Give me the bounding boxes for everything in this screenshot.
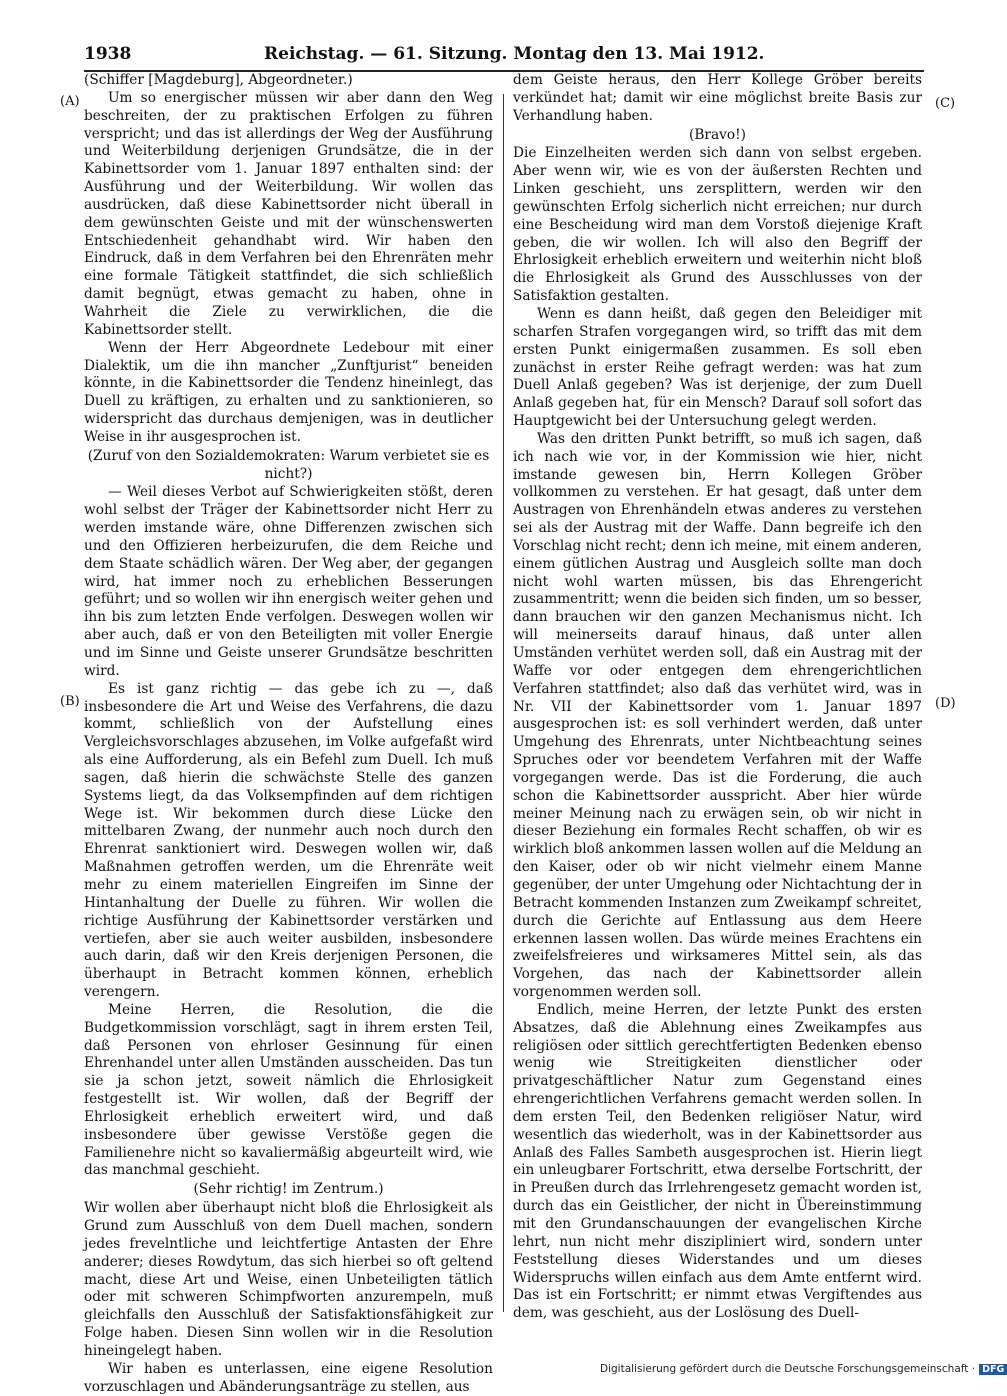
paragraph: Wir haben es unterlassen, eine eigene Resolution vorzuschlagen und Abänderungsanträge zu stellen, aus [84,1360,493,1395]
interjection: (Sehr richtig! im Zentrum.) [193,1181,384,1198]
speaker-line: (Schiffer [Magdeburg], Abgeordneter.) [84,72,353,88]
paragraph: Wir wollen aber überhaupt nicht bloß die Ehrlosigkeit als Grund zum Ausschluß von dem Duell machen, sondern jedes frevelntliche und leichtfertige Antasten der Ehre anderer; dieses Rowdytum, das sich hierbei so oft geltend macht, diese Art und Weise, einen Unbeteiligten tätlich oder mit schweren Schimpfworten anzurempeln, muß gleichfalls den Ausschluß der Satisfaktionsfähigkeit zur Folge haben. Diesen Sinn wollen wir in die Resolution hineingelegt haben. [84,1200,493,1359]
page-header [84,44,924,68]
interjection: (Zuruf von den Sozialdemokraten: Warum verbietet sie es nicht?) [87,447,490,482]
margin-letter-b: (B) [60,694,80,709]
paragraph: Endlich, meine Herren, der letzte Punkt des ersten Absatzes, daß die Ablehnung eines Zweikampfes aus religiösen oder sittlich gerechtfertigten Bedenken ebenso wenig wie Streitigkeiten dienstlicher oder privatgeschäftlicher Natur zum Gegenstand eines ehrengerichtlichen Verfahrens gemacht werden sollen. In dem ersten Teil, den Bedenken religiöser Natur, wird wesentlich das wiederholt, was in der Kabinettsorder aus Anlaß des Falles Sambeth ausgesprochen ist. Hierin liegt ein unleugbarer Fortschritt, etwa derselbe Fortschritt, der in Preußen durch das Irrlehrengesetz gemacht worden ist, durch das ein Geistlicher, der nicht in Übereinstimmung mit den Grundanschauungen der evangelischen Kirche lehrt, nun nicht mehr diszipliniert wird, sondern unter Feststellung dieses Widerstandes und um dieses Widerspruchs willen einfach aus dem Amte entfernt wird. Das ist ein Fortschritt; er nimmt etwas Vergiftendes aus dem, was geschieht, aus der Loslösung des Duell- [513,1001,922,1322]
margin-letter-c: (C) [935,96,956,111]
paragraph: Was den dritten Punkt betrifft, so muß ich sagen, daß ich nach wie vor, in der Kommission wie hier, nicht imstande gewesen bin, Herrn Kollegen Gröber vollkommen zu verstehen. Er hat gesagt, daß unter dem Austragen von Ehrenhändeln etwas anderes zu verstehen sei als der Austrag mit der Waffe. Dann begreife ich den Vorschlag nicht recht; denn ich meine, mit einem anderen, einem gütlichen Austrag und Ausgleich sollte man doch nicht wohl warten müssen, bis das Ehrengericht zusammentritt; wenn die beiden sich finden, um so besser, dann brauchen wir den ganzen Mechanismus nicht. Ich will meinerseits darauf hinaus, daß unter allen Umständen verhütet werden soll, daß ein Austrag mit der Waffe vor oder entgegen dem ehrengerichtlichen Verfahren stattfindet; also daß das verhütet wird, was in Nr. VII der Kabinettsorder vom 1. Januar 1897 ausgesprochen ist: es soll verhindert werden, daß unter Umgehung des Ehrenrats, unter Nichtbeachtung seines Spruches oder vor beendetem Verfahren mit der Waffe vorgegangen werde. Das ist die Forderung, die auch schon die Kabinettsorder ausspricht. Aber hier würde meiner Meinung nach zu erwägen sein, ob wir nicht in dieser Beziehung ein formales Recht schaffen, ob wir es wirklich bloß ankommen lassen wollen auf die Meldung an den Kaiser, oder ob wir nicht vielmehr einem Manne gegenüber, der unter Umgehung oder Nichtachtung der in Betracht kommenden Instanzen zum Zweikampf schreitet, durch die Gerichte auf Entlassung aus dem Heere erkennen lassen wollen. Das würde meines Erachtens ein zweifelsfreieres und wirksameres Mittel sein, als das Vorgehen, das nach der Kabinettsorder allein vorgenommen werden soll. [513,430,922,1001]
interjection: (Bravo!) [689,126,746,143]
footer-text: Digitalisierung gefördert durch die Deutsche Forschungsgemeinschaft · [600,1363,976,1375]
column-divider [503,94,504,1312]
paragraph: dem Geiste heraus, den Herr Kollege Gröber bereits verkündet hat; damit wir eine möglichst breite Basis zur Verhandlung haben. [513,72,922,124]
paragraph: Wenn es dann heißt, daß gegen den Beleidiger mit scharfen Strafen vorgegangen wird, so trifft das mit dem ersten Punkt einigermaßen zusammen. Es soll eben zunächst in erster Reihe gefragt werden: was hat zum Duell Anlaß gegeben? Was ist derjenige, der zum Duell Anlaß gegeben hat, für ein Mensch? Darauf soll sofort das Hauptgewicht bei der Untersuchung gelegt werden. [513,305,922,430]
paragraph: Um so energischer müssen wir aber dann den Weg beschreiten, der zu praktischen Erfolgen zu führen verspricht; und das ist allerdings der Weg der Ausführung und Weiterbildung derjenigen Grundsätze, die in der Kabinettsorder vom 1. Januar 1897 enthalten sind: der Ausführung und der Weiterbildung. Wir wollen das ausdrücken, daß diese Kabinettsorder nicht überall in dem gewünschten Geiste und mit der wünschenswerten Entschiedenheit gehandhabt wird. Wir haben den Eindruck, daß in dem Verfahren bei den Ehrenräten mehr eine formale Tätigkeit stattfindet, die sich schließlich damit begnügt, etwas gemacht zu haben, ohne in Wahrheit die Ziele zu verwirklichen, die die Kabinettsorder stellt. [84,89,493,338]
page-number: 1938 [84,44,132,64]
margin-letter-a: (A) [60,94,80,109]
funding-footer [600,1363,1005,1375]
paragraph: Es ist ganz richtig — das gebe ich zu —, daß insbesondere die Art und Weise des Verfahrens, die dazu kommt, schließlich von der Aufstellung eines Vergleichsvorschlages abzusehen, im Volke aufgefaßt wird als eine Aufforderung, als ein Befehl zum Duell. Ich muß sagen, daß hierin die schwächste Stelle des ganzen Systems liegt, da das Volksempfinden auf dem richtigen Wege ist. Wir bekommen durch diese Lücke den mittelbaren Zwang, der nunmehr auch noch durch den Ehrenrat sanktioniert wird. Deswegen wollen wir, daß Maßnahmen getroffen werden, um die Ehrenräte weit mehr zu einem materiellen Eingreifen im Sinne der Hintanhaltung der Duelle zu führen. Wir wollen die richtige Ausführung der Kabinettsorder verstärken und vertiefen, aber sie auch weiter ausbilden, insbesondere auch darin, daß wir den Kreis derjenigen Personen, die überhaupt in Betracht kommen können, erheblich verengern. [84,680,493,1001]
paragraph: Wenn der Herr Abgeordnete Ledebour mit einer Dialektik, um die ihn mancher „Zunftjurist“ beneiden könnte, in die Kabinettsorder die Tendenz hineinlegt, das Duell zu kräftigen, zu erhalten und zu sanktionieren, so widerspricht das durchaus demjenigen, was in deutlicher Weise in ihr ausgesprochen ist. [84,339,493,445]
dfg-logo: DFG [979,1364,1007,1375]
paragraph: Meine Herren, die Resolution, die die Budgetkommission vorschlägt, sagt in ihrem ersten Teil, daß Personen von ehrloser Gesinnung für einen Ehrenhandel unter allen Umständen ausscheiden. Das tun sie ja schon jetzt, soweit nämlich die Ehrlosigkeit festgestellt ist. Wir wollen, daß der Begriff der Ehrlosigkeit erheblich erweitert wird, und daß insbesondere über gewisse Verstöße gegen die Familienehre nicht so kavaliermäßig abgeurteilt wird, wie das manchmal geschieht. [84,1001,493,1179]
margin-letter-d: (D) [935,696,956,711]
running-title: Reichstag. — 61. Sitzung. Montag den 13. Mai 1912. [264,44,765,64]
paragraph: — Weil dieses Verbot auf Schwierigkeiten stößt, deren wohl selbst der Träger der Kabinettsorder nicht Herr zu werden imstande wäre, ohne Differenzen zwischen sich und den Offizieren herbeizurufen, die dem Reiche und dem Staate schädlich wären. Der Weg aber, der gegangen wird, hat immer noch zu erheblichen Besserungen geführt; und so wollen wir ihn energisch weiter gehen und ihn bis zum letzten Ende verfolgen. Deswegen wollen wir aber auch, daß er von den Beteiligten mit voller Energie und im Sinne und Geiste unserer Grundsätze beschritten wird. [84,484,493,679]
left-column [84,72,493,1395]
right-column [513,72,922,1322]
paragraph: Die Einzelheiten werden sich dann von selbst ergeben. Aber wenn wir, wie es von der äußersten Rechten und Linken geschieht, uns zersplittern, werden wir den gewünschten Erfolg sicherlich nicht erreichen; nur durch eine Bescheidung wird man dem Vorstoß diejenige Kraft geben, die wir wollen. Ich will also den Begriff der Ehrlosigkeit erheblich erweitern und weiterhin nicht bloß die Ehrlosigkeit als Grund des Ausschlusses von der Satisfaktion gestalten. [513,145,922,305]
